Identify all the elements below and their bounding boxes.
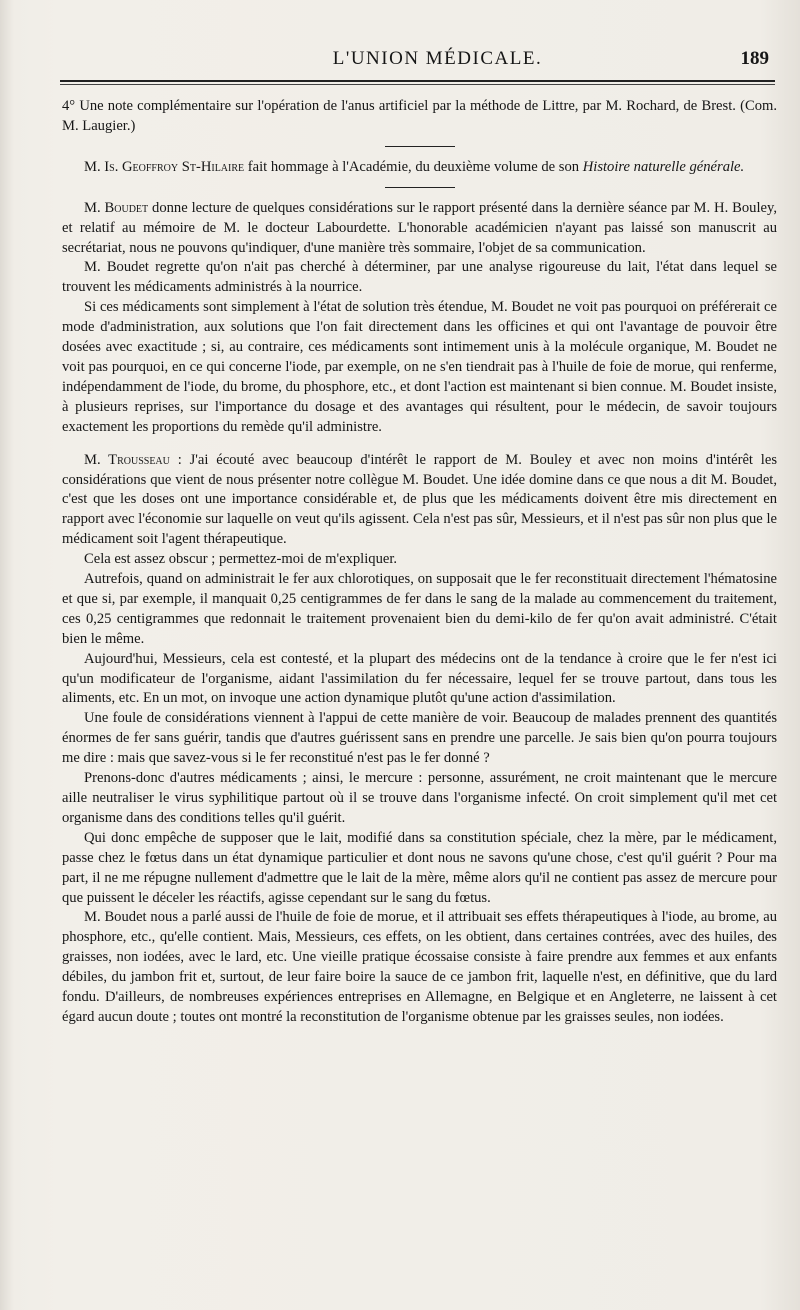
section-separator (385, 187, 455, 188)
trousseau-paragraph-8: M. Boudet nous a parlé aussi de l'huile de foie de morue, et il attribuait ses effets thérapeutiques à l'iode, au brome, au phosphore, etc., qu'elle contient. Mais, Messieurs, ces effets, on les obtient, dans certaines contrées, avec des huiles, des graisses, non iodées, avec le lard, etc. Une vieille pratique écossaise consiste à faire prendre aux femmes et aux enfants débiles, du jambon frit et, surtout, de leur faire boire la sauce de ce jambon frit, laquelle n'est, en définitive, que du lard fondu. D'ailleurs, de nombreuses expériences entreprises en Allemagne, en Belgique et en Angleterre, ne laissent à cet égard aucun doute ; toutes ont montré la reconstitution de l'organisme obtenue par les graisses seules, non iodées. (62, 909, 777, 1025)
running-title: L'UNION MÉDICALE. (332, 48, 543, 69)
boudet-paragraph-3: Si ces médicaments sont simplement à l'état de solution très étendue, M. Boudet ne voit pas pourquoi on préférerait ce mode d'administration, aux solutions que l'on fait directement dans les officines et qui ont l'avantage de pouvoir être dosées avec exactitude ; si, au contraire, ces médicaments sont intimement unis à la molécule organique, M. Boudet ne voit pas pourquoi, en ce qui concerne l'iode, par exemple, on ne s'en tiendrait pas à l'huile de foie de morue, qui renferme, indépendamment de l'iode, du brome, du phosphore, etc., et dont l'action est maintenant si bien connue. M. Boudet insiste, à plusieurs reprises, sur l'importance du dosage et des avantages qui résultent, pour le médecin, de savoir toujours exactement les proportions du remède qu'il administre. (62, 299, 777, 435)
trousseau-paragraph-4: Aujourd'hui, Messieurs, cela est contesté, et la plupart des médecins ont de la tendance à croire que le fer n'est ici qu'un modificateur de l'organisme, aidant l'assimilation du fer nécessaire, lequel fer se trouve partout, dans tous les aliments, etc. En un mot, on invoque une action dynamique plutôt qu'une action d'assimilation. (62, 650, 777, 707)
page-body (62, 97, 777, 1028)
speaker-geoffroy: M. Is. Geoffroy St-Hilaire (84, 158, 245, 175)
trousseau-paragraph-6: Prenons-donc d'autres médicaments ; ainsi, le mercure : personne, assurément, ne croit maintenant que le mercure aille neutraliser le virus syphilitique partout où il se trouve dans l'organisme infecté. On croit simplement qu'il met cet organisme dans des conditions telles qu'il guérit. (62, 770, 777, 826)
speaker-trousseau: M. Trousseau (84, 451, 170, 468)
trousseau-paragraph-1 (62, 451, 777, 551)
boudet-paragraph-1 (62, 199, 777, 259)
section-separator (385, 146, 455, 147)
trousseau-paragraph-7: Qui donc empêche de supposer que le lait, modifié dans sa constitution spéciale, chez la mère, par le médicament, passe chez le fœtus dans un état dynamique particulier et dont nous ne savons qu'une chose, c'est qu'il guérit ? Pour ma part, il ne me répugne nullement d'admettre que le lait de la mère, même alors qu'il ne contient pas assez de mercure pour que puissent le déceler les réactifs, agisse cependant sur le sang du fœtus. (62, 829, 777, 906)
boudet-text-1: donne lecture de quelques considérations sur le rapport présenté dans la dernière séance par M. H. Bouley, et relatif au mémoire de M. le docteur Labourdette. L'honorable académicien n'ayant pas laissé son manuscrit au secrétariat, nous ne pouvons qu'indiquer, d'une manière très sommaire, l'objet de sa communication. (62, 199, 777, 256)
geoffroy-text: fait hommage à l'Académie, du deuxième volume de son (244, 158, 583, 175)
speaker-boudet: M. Boudet (84, 199, 149, 216)
boudet-paragraph-2: M. Boudet regrette qu'on n'ait pas cherché à déterminer, par une analyse rigoureuse du lait, l'état dans lequel se trouvent les médicaments administrés à la nourrice. (62, 259, 777, 296)
trousseau-paragraph-5: Une foule de considérations viennent à l'appui de cette manière de voir. Beaucoup de malades prennent des quantités énormes de fer sans guérir, tandis que d'autres guérissent sans en prendre une parcelle. Je sais bien qu'on pourra toujours me dire : mais que savez-vous si le fer reconstitué n'est pas le fer donné ? (62, 710, 777, 767)
page-header (60, 48, 775, 78)
trousseau-paragraph-3: Autrefois, quand on administrait le fer aux chlorotiques, on supposait que le fer reconstituait directement l'hématosine et que si, par exemple, il manquait 0,25 centigrammes de fer dans le sang de la malade au commencement du traitement, ces 0,25 centigrammes que redonnait le traitement provenaient bien du demi-kilo de fer qu'on avait administré. C'était bien le même. (62, 571, 777, 647)
trousseau-paragraph-2: Cela est assez obscur ; permettez-moi de m'expliquer. (84, 551, 398, 568)
geoffroy-paragraph (62, 158, 777, 178)
item-4-paragraph: 4° Une note complémentaire sur l'opération de l'anus artificiel par la méthode de Littre, par M. Rochard, de Brest. (Com. M. Laugier.) (62, 98, 777, 134)
trousseau-text-1: : J'ai écouté avec beaucoup d'intérêt le rapport de M. Bouley et avec non moins d'intérêt les considérations que vient de nous présenter notre collègue M. Boudet. Une idée domine dans ce que nous a dit M. Boudet, c'est que les doses ont une importance considérable et, de plus que les médicaments doivent être mis directement en rapport avec l'économie sur laquelle on veut qu'ils agissent. Cela n'est pas sûr, Messieurs, et il n'est pas sûr non plus que le médicament soit l'agent thérapeutique. (62, 451, 777, 548)
page-number: 189 (740, 48, 769, 69)
header-rule-thin (60, 84, 775, 85)
geoffroy-work-title: Histoire naturelle générale. (582, 158, 745, 175)
header-rule (60, 80, 775, 82)
paragraph-gap (62, 438, 777, 451)
